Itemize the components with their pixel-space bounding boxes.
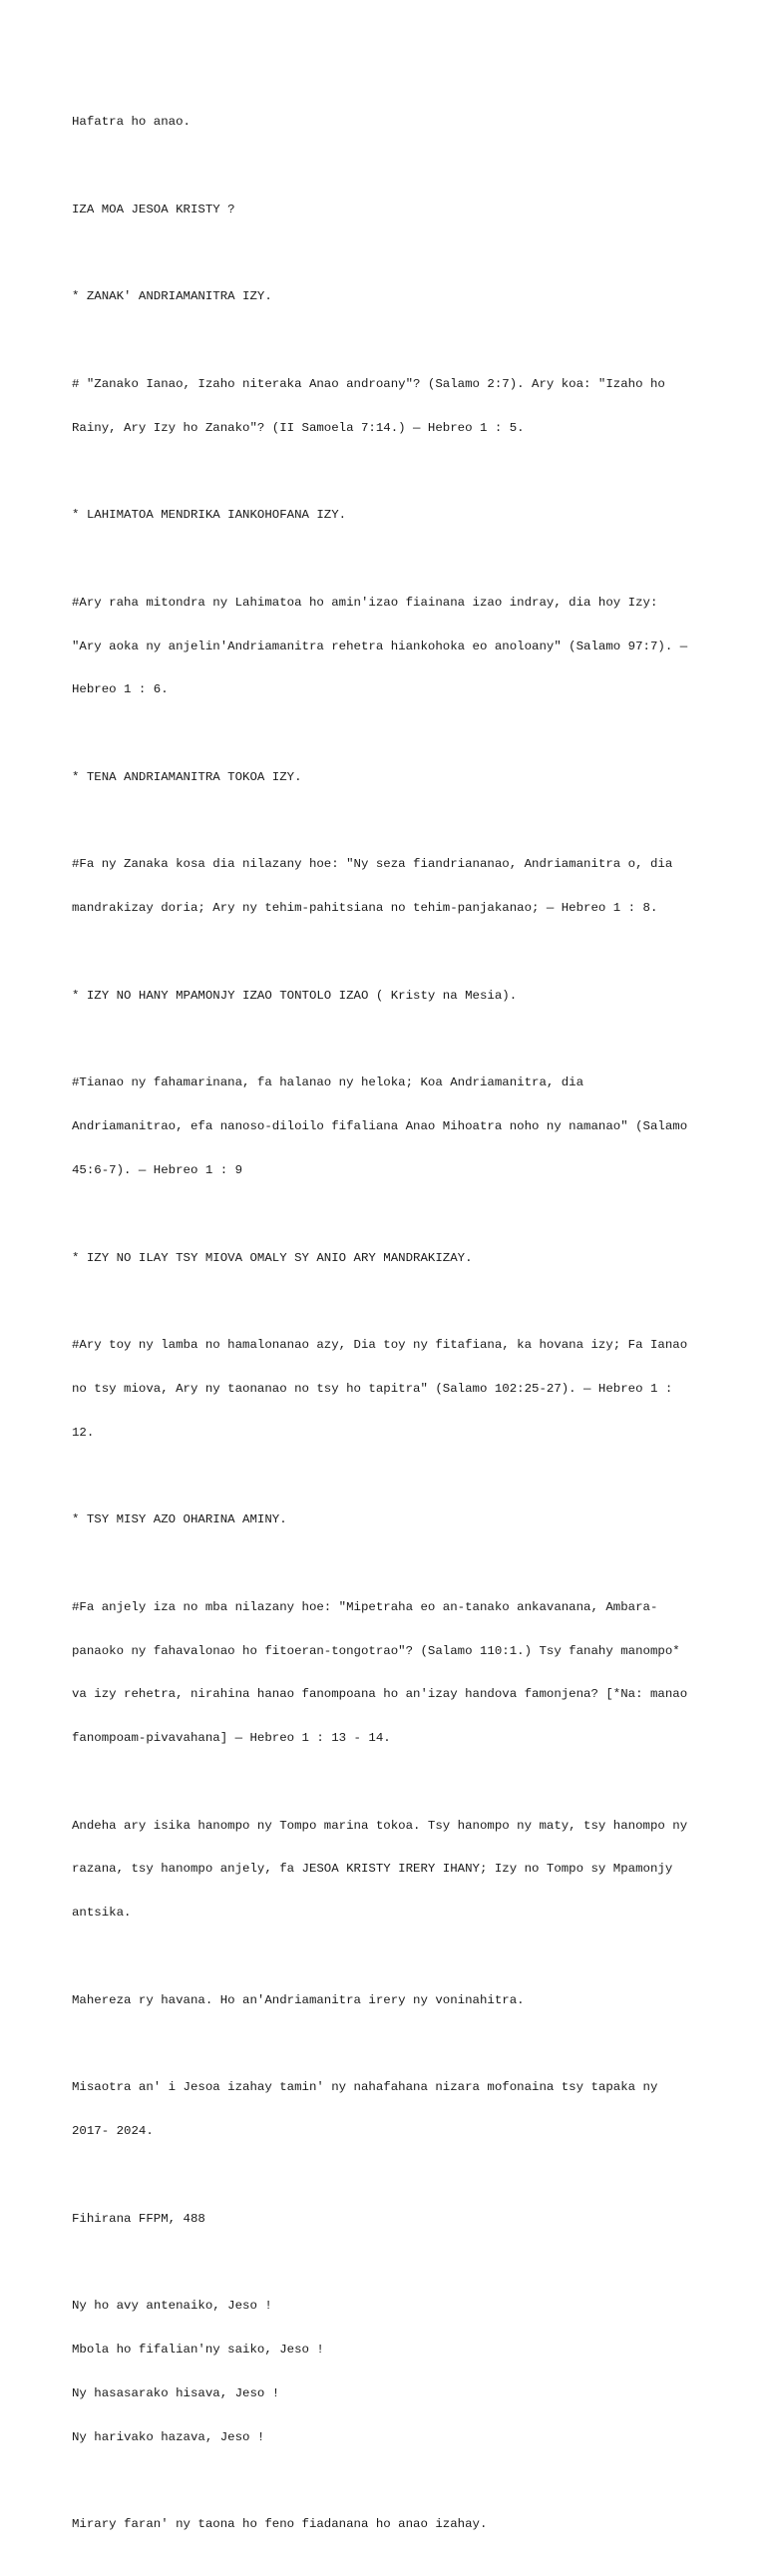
verse-paragraph — [72, 1047, 710, 1207]
text-line: Hebreo 1 : 6. — [72, 682, 169, 697]
text-line: Mirary faran' ny taona ho feno fiadanana ho anao izahay. — [72, 2517, 488, 2532]
text-line: Fihirana FFPM, 488 — [72, 2211, 205, 2226]
hymn-verse — [72, 2270, 710, 2473]
verse-paragraph — [72, 1309, 710, 1470]
text-line: # "Zanako Ianao, Izaho niteraka Anao androany"? (Salamo 2:7). Ary koa: "Izaho ho — [72, 376, 665, 391]
text-line: no tsy miova, Ary ny taonanao no tsy ho tapitra" (Salamo 102:25-27). — Hebreo 1 : — [72, 1381, 673, 1396]
text-line: va izy rehetra, nirahina hanao fanompoana ho an'izay handova famonjena? [*Na: manao — [72, 1687, 688, 1702]
verse-paragraph — [72, 348, 710, 465]
exhortation-paragraph — [72, 1789, 710, 1949]
text-line: * TSY MISY AZO OHARINA AMINY. — [72, 1512, 287, 1527]
text-line: Ny harivako hazava, Jeso ! — [72, 2429, 265, 2444]
greeting-paragraph — [72, 86, 710, 159]
title-paragraph — [72, 174, 710, 246]
heading-paragraph — [72, 960, 710, 1033]
text-line: fanompoam-pivavahana] — Hebreo 1 : 13 - 14. — [72, 1731, 391, 1746]
hymn-reference — [72, 2183, 710, 2256]
text-line: mandrakizay doria; Ary ny tehim-pahitsiana no tehim-panjakanao; — Hebreo 1 : 8. — [72, 901, 658, 916]
text-line: * IZY NO HANY MPAMONJY IZAO TONTOLO IZAO ( Kristy na Mesia). — [72, 988, 518, 1003]
text-line: * TENA ANDRIAMANITRA TOKOA IZY. — [72, 769, 302, 784]
text-line: * ZANAK' ANDRIAMANITRA IZY. — [72, 289, 272, 304]
heading-paragraph — [72, 741, 710, 814]
text-line: #Fa ny Zanaka kosa dia nilazany hoe: "Ny seza fiandriananao, Andriamanitra o, dia — [72, 857, 673, 872]
text-line: #Ary raha mitondra ny Lahimatoa ho amin'izao fiainana izao indray, dia hoy Izy: — [72, 595, 658, 610]
text-line: Mbola ho fifalian'ny saiko, Jeso ! — [72, 2343, 324, 2358]
text-line: razana, tsy hanompo anjely, fa JESOA KRISTY IRERY IHANY; Izy no Tompo sy Mpamonjy — [72, 1862, 673, 1877]
text-line: * LAHIMATOA MENDRIKA IANKOHOFANA IZY. — [72, 508, 347, 523]
text-line: antsika. — [72, 1906, 132, 1921]
wishes-paragraph — [72, 2488, 710, 2561]
text-line: Ny hasasarako hisava, Jeso ! — [72, 2385, 280, 2400]
text-line: 45:6-7). — Hebreo 1 : 9 — [72, 1162, 243, 1177]
document-page — [72, 86, 710, 2576]
text-line: panaoko ny fahavalonao ho fitoeran-tongotrao"? (Salamo 110:1.) Tsy fanahy manompo* — [72, 1643, 680, 1658]
text-line: Mahereza ry havana. Ho an'Andriamanitra irery ny voninahitra. — [72, 1992, 525, 2007]
verse-paragraph — [72, 567, 710, 727]
text-line: IZA MOA JESOA KRISTY ? — [72, 202, 235, 216]
text-line: Andriamanitrao, efa nanoso-diloilo fifaliana Anao Mihoatra noho ny namanao" (Salamo — [72, 1119, 688, 1134]
closing-paragraph — [72, 1964, 710, 2037]
heading-paragraph — [72, 479, 710, 552]
text-line: "Ary aoka ny anjelin'Andriamanitra rehetra hiankohoka eo anoloany" (Salamo 97:7). — — [72, 639, 688, 653]
text-line: * IZY NO ILAY TSY MIOVA OMALY SY ANIO ARY MANDRAKIZAY. — [72, 1250, 473, 1265]
verse-paragraph — [72, 828, 710, 945]
heading-paragraph — [72, 1221, 710, 1294]
text-line: Ny ho avy antenaiko, Jeso ! — [72, 2299, 272, 2314]
text-line: #Tianao ny fahamarinana, fa halanao ny heloka; Koa Andriamanitra, dia — [72, 1075, 584, 1090]
text-line: 12. — [72, 1425, 95, 1440]
heading-paragraph — [72, 260, 710, 333]
text-line: Misaotra an' i Jesoa izahay tamin' ny nahafahana nizara mofonaina tsy tapaka ny — [72, 2080, 658, 2095]
text-line: #Ary toy ny lamba no hamalonanao azy, Dia toy ny fitafiana, ka hovana izy; Fa Ianao — [72, 1338, 688, 1353]
heading-paragraph — [72, 1484, 710, 1556]
verse-paragraph — [72, 1571, 710, 1775]
text-line: Andeha ary isika hanompo ny Tompo marina tokoa. Tsy hanompo ny maty, tsy hanompo ny — [72, 1818, 688, 1833]
text-line: #Fa anjely iza no mba nilazany hoe: "Mipetraha eo an-tanako ankavanana, Ambara- — [72, 1599, 658, 1614]
text-line: 2017- 2024. — [72, 2124, 154, 2139]
thanks-paragraph — [72, 2051, 710, 2168]
text-line: Hafatra ho anao. — [72, 115, 191, 130]
text-line: Rainy, Ary Izy ho Zanako"? (II Samoela 7:14.) — Hebreo 1 : 5. — [72, 420, 525, 435]
